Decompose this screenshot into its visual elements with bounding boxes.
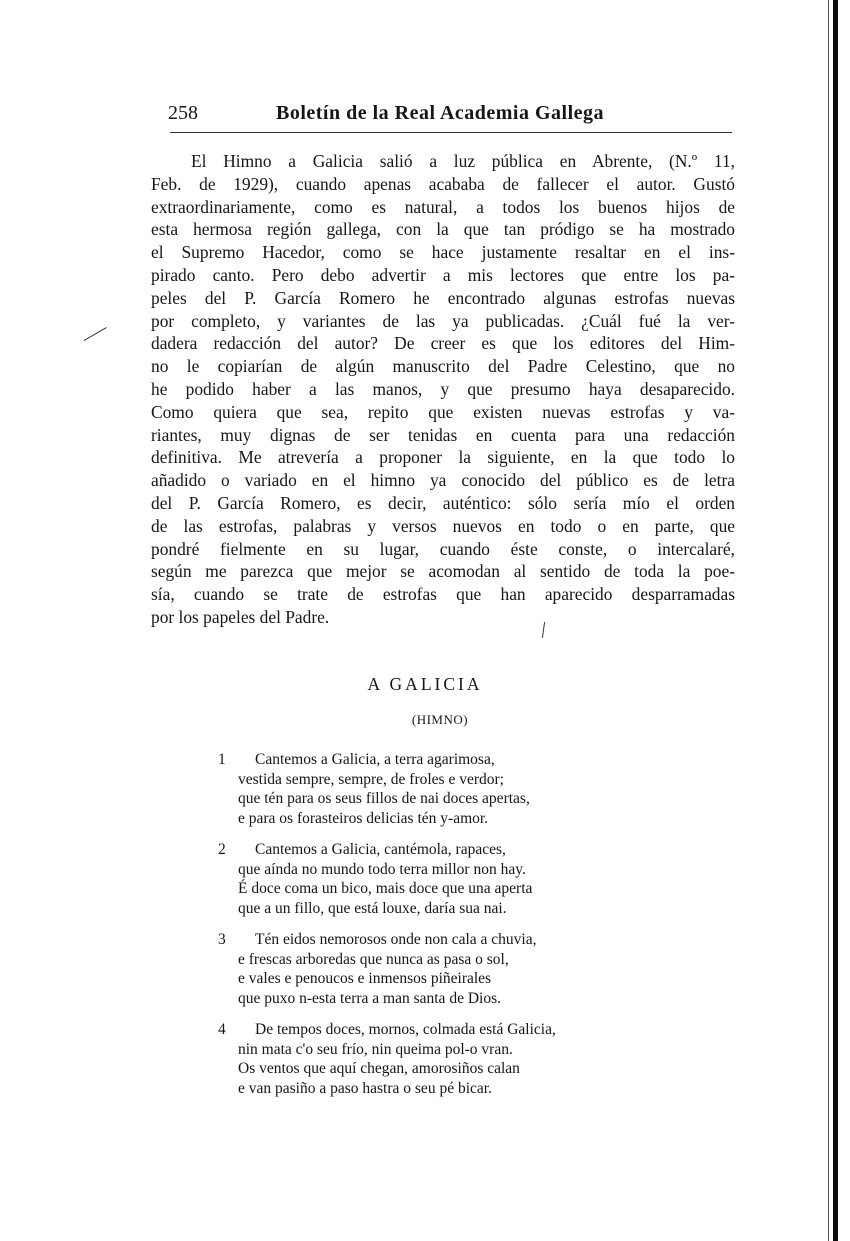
verse-line [218,1020,556,1040]
paragraph-line: por completo, y variantes de las ya publicadas. ¿Cuál fué la ver- [151,310,735,331]
verse-line: que a un fillo, que está louxe, daría sua nai. [238,899,507,917]
verse-text: Cantemos a Galicia, a terra agarimosa, [255,751,495,768]
stanza-4 [218,1020,556,1098]
verse-line: nin mata c'o seu frío, nin queima pol-o vran. [238,1040,513,1058]
stanza-3 [218,930,556,1008]
page-number: 258 [168,102,198,124]
verse-line: vestida sempre, sempre, de froles e verdor; [238,770,504,788]
paragraph-line: Feb. de 1929), cuando apenas acababa de fallecer el autor. Gustó [151,173,735,194]
header-rule [170,132,732,133]
paragraph-line: pirado canto. Pero debo advertir a mis lectores que entre los pa- [151,264,735,285]
paragraph-line: peles del P. García Romero he encontrado algunas estrofas nuevas [151,287,735,308]
paragraph-line: definitiva. Me atrevería a proponer la siguiente, en la que todo lo [151,447,735,468]
running-title: Boletín de la Real Academia Gallega [276,102,605,124]
poem-body [218,750,556,1110]
paragraph-line: riantes, muy dignas de ser tenidas en cuenta para una redacción [151,424,735,445]
paragraph-line: El Himno a Galicia salió a luz pública en Abrente, (N.º 11, [191,151,735,171]
page-header [168,102,734,130]
margin-pencil-mark [84,327,107,341]
verse-line: que puxo n-esta terra a man santa de Dios. [238,989,501,1007]
verse-text: De tempos doces, mornos, colmada está Galicia, [255,1021,556,1038]
paragraph-line: sía, cuando se trate de estrofas que han aparecido desparramadas [151,584,735,605]
paragraph-line: Como quiera que sea, repito que existen nuevas estrofas y va- [151,401,735,422]
paragraph-line: por los papeles del Padre. [151,606,330,627]
paragraph-line: he podido haber a las manos, y que presumo haya desaparecido. [151,378,735,399]
paragraph-line: el Supremo Hacedor, como se hace justamente resaltar en el ins- [151,242,735,263]
intro-paragraph [151,150,735,629]
paragraph-line: no le copiarían de algún manuscrito del Padre Celestino, que no [151,356,735,377]
stanza-number: 1 [218,751,226,768]
stanza-number: 4 [218,1021,226,1038]
paragraph-line: de las estrofas, palabras y versos nuevos en todo o en parte, que [151,515,735,536]
stanza-number: 3 [218,931,226,948]
verse-line: e para os forasteiros delicias tén y-amor. [238,809,489,827]
verse-line: e vales e penoucos e inmensos piñeirales [238,970,492,987]
paragraph-line: pondré fielmente en su lugar, cuando éste conste, o intercalaré, [151,538,735,559]
verse-line [218,750,556,770]
verse-text: Tén eidos nemorosos onde non cala a chuvia, [255,931,537,948]
poem-subtitle: (HIMNO) [411,712,469,727]
verse-line [218,840,556,860]
stanza-2 [218,840,556,918]
stanza-number: 2 [218,841,226,858]
paragraph-line: según me parezca que mejor se acomodan al sentido de toda la poe- [151,561,735,582]
paragraph-line: esta hermosa región gallega, con la que tan pródigo se ha mostrado [151,219,735,240]
verse-line: que tén para os seus fillos de nai doces apertas, [238,790,530,807]
poem-title: A GALICIA [367,674,483,694]
verse-line: que aínda no mundo todo terra millor non hay. [238,860,526,878]
verse-line: e frescas arboredas que nunca as pasa o sol, [238,950,509,968]
stanza-1 [218,750,556,828]
scan-border [833,0,838,1241]
verse-line: É doce coma un bico, mais doce que una aperta [238,880,533,897]
verse-line: e van pasiño a paso hastra o seu pé bicar. [238,1079,492,1097]
scan-border-inner [828,0,829,1241]
verse-line: Os ventos que aquí chegan, amorosiños calan [238,1060,520,1077]
paragraph-line: dadera redacción del autor? De creer es que los editores del Him- [151,333,735,354]
paragraph-line: extraordinariamente, como es natural, a todos los buenos hijos de [151,196,735,217]
paragraph-line: añadido o variado en el himno ya conocido del público es de letra [151,470,735,491]
paragraph-line: del P. García Romero, es decir, auténtico: sólo sería mío el orden [151,492,735,513]
verse-line [218,930,556,950]
verse-text: Cantemos a Galicia, cantémola, rapaces, [255,841,506,858]
